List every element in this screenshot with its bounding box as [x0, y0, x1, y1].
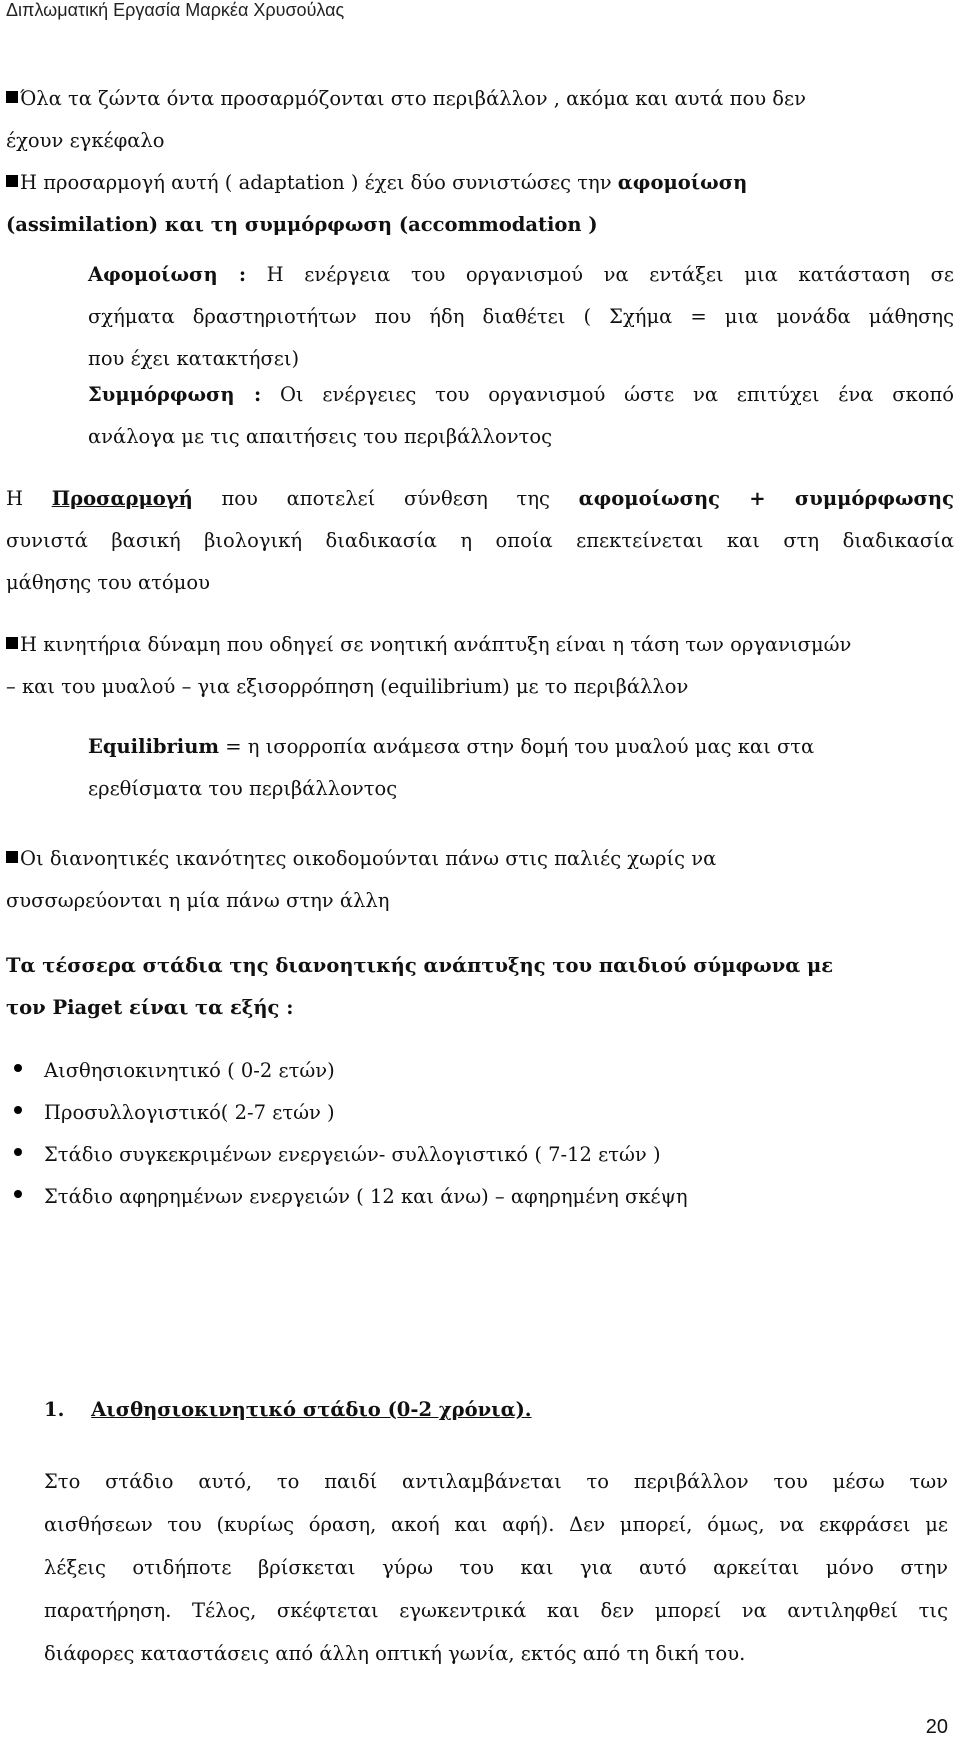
stage-list-item: Αισθησιοκινητικό ( 0-2 ετών) — [14, 1050, 335, 1092]
paragraph-driving-force: Η κινητήρια δύναμη που οδηγεί σε νοητική ανάπτυξη είναι η τάση των οργανισμών – και του μυαλού – για εξισορρόπηση (equilibrium) με το περιβάλλον — [6, 633, 852, 698]
stages-heading: Τα τέσσερα στάδια της διανοητικής ανάπτυξης του παιδιού σύμφωνα με τον Piaget είναι τα εξής : — [6, 954, 834, 1019]
page-number: 20 — [925, 1716, 948, 1738]
body-paragraph: Στο στάδιο αυτό, το παιδί αντιλαμβάνεται το περιβάλλον του μέσω των αισθήσεων του (κυρίως όραση, ακοή και αφή). Δεν μπορεί, όμως, να εκφράσει με λέξεις οτιδήποτε βρίσκεται γύρω του και για αυτό αρκείται μόνο στην παρατήρηση. Τέλος, σκέφτεται εγωκεντρικά και δεν μπορεί να αντιληφθεί τις διάφορες καταστάσεις από άλλη οπτική γωνία, εκτός από τη δική του. — [44, 1470, 948, 1665]
square-bullet-icon — [6, 637, 18, 649]
paragraph-abilities: Οι διανοητικές ικανότητες οικοδομούνται πάνω στις παλιές χωρίς να συσσωρεύονται η μία πάνω στην άλλη — [6, 847, 717, 912]
stage-list-item: Προσυλλογιστικό( 2-7 ετών ) — [14, 1092, 335, 1134]
stage-list-item: Στάδιο συγκεκριμένων ενεργειών- συλλογιστικό ( 7-12 ετών ) — [14, 1134, 661, 1176]
bullet-icon — [14, 1064, 22, 1072]
paragraph-adaptation: Η προσαρμογή αυτή ( adaptation ) έχει δύο συνιστώσες την αφομοίωση (assimilation) και τη συμμόρφωση (accommodation ) — [6, 171, 748, 236]
square-bullet-icon — [6, 91, 18, 103]
square-bullet-icon — [6, 175, 18, 187]
bullet-icon — [14, 1106, 22, 1114]
bullet-icon — [14, 1190, 22, 1198]
running-header: Διπλωματική Εργασία Μαρκέα Χρυσούλας — [6, 0, 345, 20]
stage-list-item: Στάδιο αφηρημένων ενεργειών ( 12 και άνω) – αφηρημένη σκέψη — [14, 1176, 688, 1218]
square-bullet-icon — [6, 851, 18, 863]
definition-accommodation: Συμμόρφωση : Οι ενέργειες του οργανισμού ώστε να επιτύχει ένα σκοπό ανάλογα με τις απαιτήσεις του περιβάλλοντος — [88, 383, 955, 448]
definition-equilibrium: Equilibrium = η ισορροπία ανάμεσα στην δομή του μυαλού μας και στα ερεθίσματα του περιβάλλοντος — [88, 735, 815, 800]
section-heading: 1. Αισθησιοκινητικό στάδιο (0-2 χρόνια). — [44, 1398, 532, 1421]
paragraph-organisms: Όλα τα ζώντα όντα προσαρμόζονται στο περιβάλλον , ακόμα και αυτά που δεν έχουν εγκέφαλο — [6, 87, 806, 152]
paragraph-adaptation-synthesis: Η Προσαρμογή που αποτελεί σύνθεση της αφομοίωσης + συμμόρφωσης συνιστά βασική βιολογική διαδικασία η οποία επεκτείνεται και στη διαδικασία μάθησης του ατόμου — [6, 487, 954, 594]
bullet-icon — [14, 1148, 22, 1156]
definition-assimilation: Αφομοίωση : Η ενέργεια του οργανισμού να εντάξει μια κατάσταση σε σχήματα δραστηριοτήτων που ήδη διαθέτει ( Σχήμα = μια μονάδα μάθησης που έχει κατακτήσει) — [88, 263, 954, 370]
